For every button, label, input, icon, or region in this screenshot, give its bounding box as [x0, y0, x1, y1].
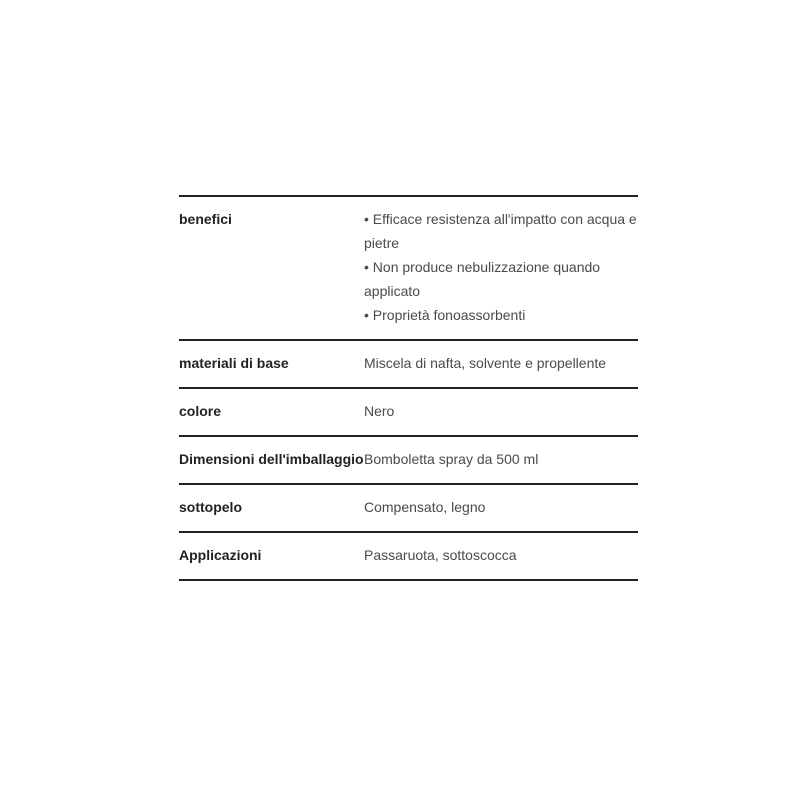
spec-row-dimensioni: [179, 437, 638, 485]
spec-value: Miscela di nafta, solvente e propellente: [364, 355, 607, 371]
spec-value: Nero: [364, 403, 395, 419]
spec-table: [179, 195, 638, 581]
spec-row-colore: [179, 389, 638, 437]
spec-label: sottopelo: [179, 499, 242, 515]
benefits-list: [364, 207, 638, 327]
spec-label: Applicazioni: [179, 547, 262, 563]
spec-value: Compensato, legno: [364, 499, 486, 515]
spec-value: Bomboletta spray da 500 ml: [364, 451, 539, 467]
spec-row-sottopelo: [179, 485, 638, 533]
spec-label: Dimensioni dell'imballaggio: [179, 451, 364, 467]
list-item: • Non produce nebulizzazione quando applicato: [364, 255, 638, 303]
spec-row-materiali: [179, 341, 638, 389]
spec-label: materiali di base: [179, 355, 289, 371]
spec-value: [364, 207, 638, 327]
spec-label: colore: [179, 403, 222, 419]
spec-row-applicazioni: [179, 533, 638, 581]
list-item: • Efficace resistenza all'impatto con acqua e pietre: [364, 207, 638, 255]
spec-row-benefici: [179, 197, 638, 341]
spec-label: benefici: [179, 211, 232, 227]
spec-value: Passaruota, sottoscocca: [364, 547, 517, 563]
list-item: • Proprietà fonoassorbenti: [364, 303, 638, 327]
